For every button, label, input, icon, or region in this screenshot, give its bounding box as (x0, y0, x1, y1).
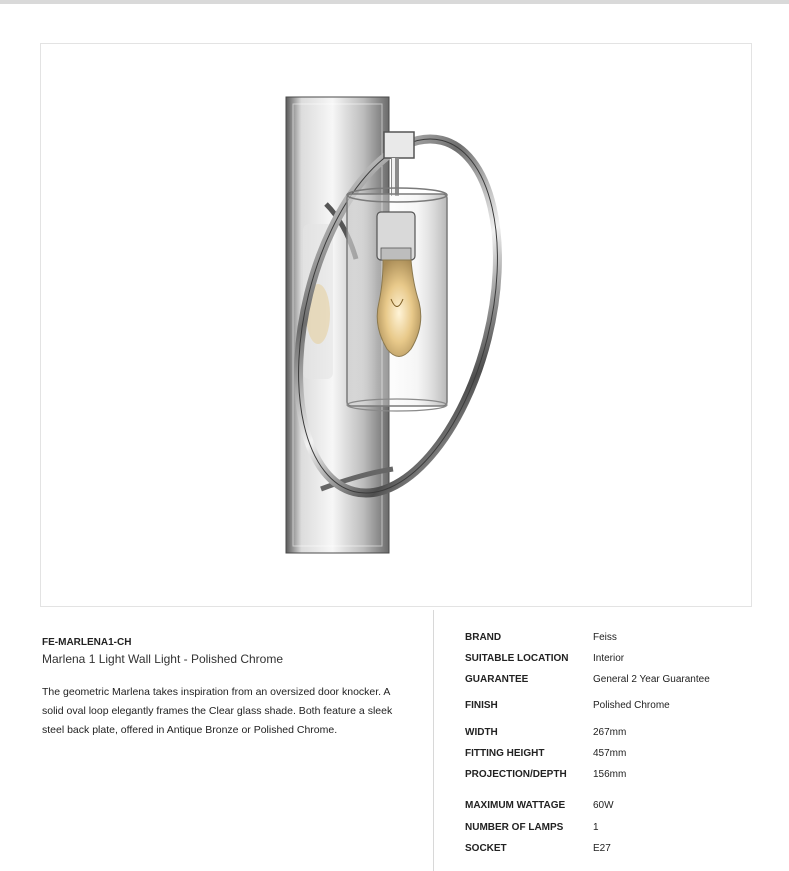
spec-label-max-wattage: MAXIMUM WATTAGE (465, 800, 566, 811)
spec-label-projection: PROJECTION/DEPTH (465, 769, 567, 780)
spec-label-brand: BRAND (465, 632, 502, 643)
spec-label-number-of-lamps: NUMBER OF LAMPS (465, 822, 564, 833)
spec-value-guarantee: General 2 Year Guarantee (593, 674, 710, 685)
spec-label-socket: SOCKET (465, 843, 507, 854)
column-divider (433, 610, 434, 871)
product-title: Marlena 1 Light Wall Light - Polished Chrome (42, 652, 284, 666)
spec-value-brand: Feiss (593, 632, 617, 643)
spec-label-width: WIDTH (465, 727, 498, 738)
spec-value-finish: Polished Chrome (593, 700, 670, 711)
spec-value-socket: E27 (593, 843, 611, 854)
product-sku: FE-MARLENA1-CH (42, 637, 132, 648)
product-image-frame (40, 43, 752, 607)
product-description: The geometric Marlena takes inspiration from an oversized door knocker. A solid oval loop elegantly frames the Clear glass shade. Both feature a sleek steel back plate, offered in Antique Bronze or Polished Chrome. (42, 686, 393, 736)
spec-label-location: SUITABLE LOCATION (465, 653, 569, 664)
spec-value-location: Interior (593, 653, 625, 664)
spec-label-guarantee: GUARANTEE (465, 674, 529, 685)
spec-label-fitting-height: FITTING HEIGHT (465, 748, 545, 759)
spec-label-finish: FINISH (465, 700, 498, 711)
spec-value-width: 267mm (593, 727, 627, 738)
spec-value-max-wattage: 60W (593, 800, 614, 811)
product-image (41, 44, 751, 606)
spec-value-number-of-lamps: 1 (593, 822, 599, 833)
spec-value-projection: 156mm (593, 769, 627, 780)
top-rule (0, 0, 789, 4)
spec-value-fitting-height: 457mm (593, 748, 627, 759)
